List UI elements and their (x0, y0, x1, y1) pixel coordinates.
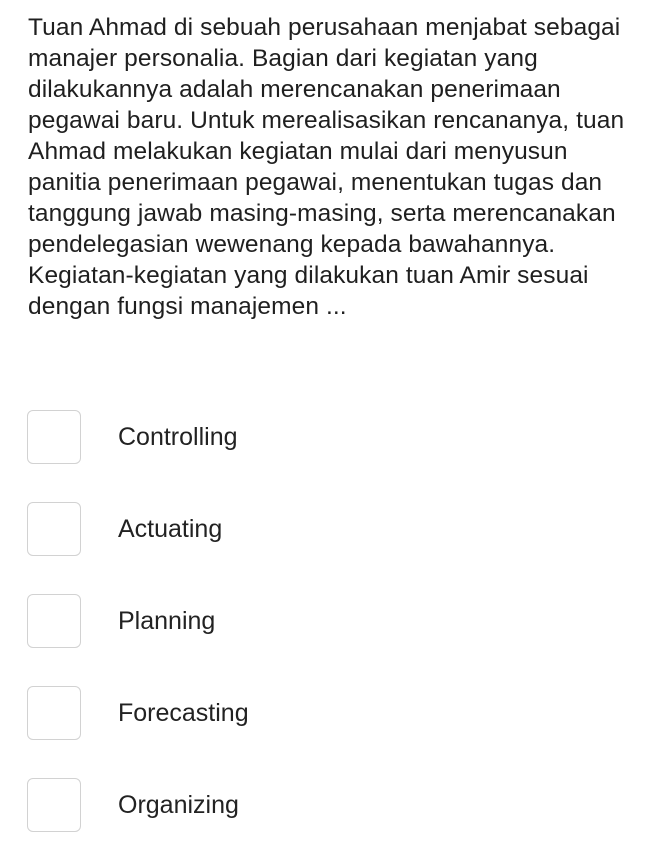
option-checkbox[interactable] (27, 502, 81, 556)
option-actuating[interactable] (27, 502, 627, 558)
option-organizing[interactable] (27, 778, 627, 834)
option-label: Organizing (118, 791, 239, 819)
option-checkbox[interactable] (27, 686, 81, 740)
option-forecasting[interactable] (27, 686, 627, 742)
option-label: Controlling (118, 423, 238, 451)
option-checkbox[interactable] (27, 410, 81, 464)
option-label: Planning (118, 607, 216, 635)
option-checkbox[interactable] (27, 594, 81, 648)
option-label: Forecasting (118, 699, 249, 727)
option-planning[interactable] (27, 594, 627, 650)
option-controlling[interactable] (27, 410, 627, 466)
option-label: Actuating (118, 515, 223, 543)
option-checkbox[interactable] (27, 778, 81, 832)
question-text: Tuan Ahmad di sebuah perusahaan menjabat sebagai manajer personalia. Bagian dari kegiatan yang dilakukannya adalah merencanakan penerimaan pegawai baru. Untuk merealisasikan rencananya, tuan Ahmad melakukan kegiatan mulai dari menyusun panitia penerimaan pegawai, menentukan tugas dan tanggung jawab masing-masing, serta merencanakan pendelegasian wewenang kepada bawahannya. Kegiatan-kegiatan yang dilakukan tuan Amir sesuai dengan fungsi manajemen ... (28, 14, 625, 320)
